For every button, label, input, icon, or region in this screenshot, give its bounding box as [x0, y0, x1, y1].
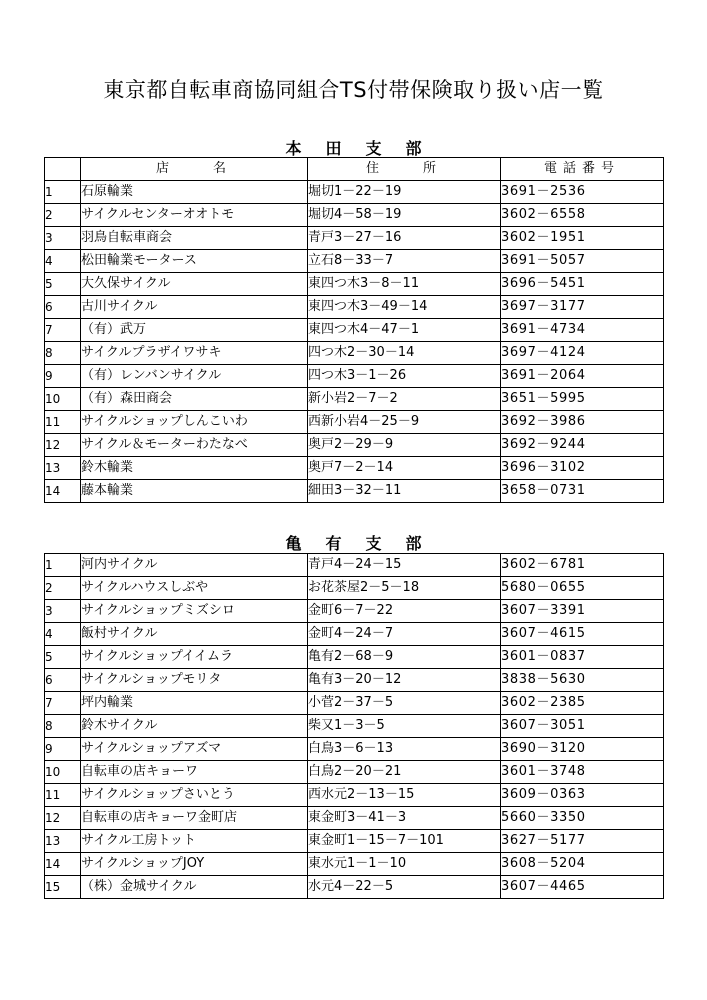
store-address: お花茶屋2－5－18	[308, 577, 501, 600]
row-number: 7	[45, 319, 81, 342]
row-number: 4	[45, 250, 81, 273]
row-number: 9	[45, 738, 81, 761]
row-number: 13	[45, 457, 81, 480]
store-name: サイクルショップアズマ	[81, 738, 308, 761]
store-address: 西新小岩4－25－9	[308, 411, 501, 434]
store-address: 東四つ木3－8－11	[308, 273, 501, 296]
store-address: 東水元1－1－10	[308, 853, 501, 876]
table-row	[45, 784, 664, 807]
store-address: 四つ木3－1－26	[308, 365, 501, 388]
header-address: 住 所	[308, 158, 501, 181]
store-phone: 3608－5204	[501, 853, 664, 876]
store-address: 新小岩2－7－2	[308, 388, 501, 411]
row-number: 11	[45, 411, 81, 434]
store-address: 金町4－24－7	[308, 623, 501, 646]
table-row	[45, 692, 664, 715]
table-row	[45, 600, 664, 623]
table-header-row	[45, 158, 664, 181]
store-name: サイクルショップモリタ	[81, 669, 308, 692]
table-row	[45, 181, 664, 204]
store-address: 柴又1－3－5	[308, 715, 501, 738]
store-address: 細田3－32－11	[308, 480, 501, 503]
store-name: サイクルショップしんこいわ	[81, 411, 308, 434]
store-name: サイクル工房トット	[81, 830, 308, 853]
store-name: （株）金城サイクル	[81, 876, 308, 899]
store-phone: 3697－4124	[501, 342, 664, 365]
store-name: サイクルプラザイワサキ	[81, 342, 308, 365]
store-phone: 3691－4734	[501, 319, 664, 342]
table-row	[45, 669, 664, 692]
store-name: （有）レンバンサイクル	[81, 365, 308, 388]
store-name: 藤本輪業	[81, 480, 308, 503]
store-name: 鈴木輪業	[81, 457, 308, 480]
row-number: 14	[45, 853, 81, 876]
table-row	[45, 807, 664, 830]
store-name: 古川サイクル	[81, 296, 308, 319]
store-name: 大久保サイクル	[81, 273, 308, 296]
store-name: （有）森田商会	[81, 388, 308, 411]
store-address: 四つ木2－30－14	[308, 342, 501, 365]
store-address: 水元4－22－5	[308, 876, 501, 899]
row-number: 7	[45, 692, 81, 715]
store-address: 東四つ木3－49－14	[308, 296, 501, 319]
table-row	[45, 204, 664, 227]
header-no	[45, 158, 81, 181]
table-row	[45, 761, 664, 784]
section-title-honda: 本田支部	[285, 139, 446, 158]
row-number: 12	[45, 807, 81, 830]
store-address: 堀切1－22－19	[308, 181, 501, 204]
store-address: 青戸4－24－15	[308, 554, 501, 577]
row-number: 4	[45, 623, 81, 646]
store-name: 坪内輪業	[81, 692, 308, 715]
row-number: 15	[45, 876, 81, 899]
kameari-store-table	[44, 553, 664, 899]
store-name: 鈴木サイクル	[81, 715, 308, 738]
store-phone: 3609－0363	[501, 784, 664, 807]
row-number: 3	[45, 227, 81, 250]
table-row	[45, 876, 664, 899]
table-row	[45, 365, 664, 388]
honda-store-table	[44, 157, 664, 503]
store-phone: 3658－0731	[501, 480, 664, 503]
store-address: 青戸3－27－16	[308, 227, 501, 250]
row-number: 2	[45, 577, 81, 600]
table-row	[45, 296, 664, 319]
store-name: 自転車の店キョーワ	[81, 761, 308, 784]
store-address: 小菅2－37－5	[308, 692, 501, 715]
store-name: 河内サイクル	[81, 554, 308, 577]
table-row	[45, 319, 664, 342]
table-row	[45, 577, 664, 600]
store-phone: 5680－0655	[501, 577, 664, 600]
store-name: サイクルショップイイムラ	[81, 646, 308, 669]
row-number: 3	[45, 600, 81, 623]
table-row	[45, 830, 664, 853]
store-address: 奥戸7－2－14	[308, 457, 501, 480]
store-phone: 3601－3748	[501, 761, 664, 784]
store-address: 立石8－33－7	[308, 250, 501, 273]
store-phone: 3696－5451	[501, 273, 664, 296]
store-address: 亀有3－20－12	[308, 669, 501, 692]
store-name: サイクルショップJOY	[81, 853, 308, 876]
table-row	[45, 623, 664, 646]
store-phone: 3602－2385	[501, 692, 664, 715]
table-row	[45, 273, 664, 296]
table-row	[45, 646, 664, 669]
store-address: 東金町1－15－7－101	[308, 830, 501, 853]
table-row	[45, 227, 664, 250]
store-phone: 3692－9244	[501, 434, 664, 457]
row-number: 6	[45, 296, 81, 319]
store-phone: 3627－5177	[501, 830, 664, 853]
table-row	[45, 853, 664, 876]
store-phone: 3690－3120	[501, 738, 664, 761]
store-name: サイクルショップミズシロ	[81, 600, 308, 623]
store-address: 金町6－7－22	[308, 600, 501, 623]
document-title: 東京都自転車商協同組合TS付帯保険取り扱い店一覧	[103, 78, 604, 102]
store-phone: 3607－3391	[501, 600, 664, 623]
row-number: 13	[45, 830, 81, 853]
store-phone: 3691－2064	[501, 365, 664, 388]
header-phone: 電話番号	[501, 158, 664, 181]
store-phone: 5660－3350	[501, 807, 664, 830]
row-number: 14	[45, 480, 81, 503]
store-phone: 3651－5995	[501, 388, 664, 411]
store-phone: 3601－0837	[501, 646, 664, 669]
store-phone: 3691－2536	[501, 181, 664, 204]
store-name: 自転車の店キョーワ金町店	[81, 807, 308, 830]
row-number: 10	[45, 388, 81, 411]
kameari-table-body	[45, 554, 664, 899]
store-name: 松田輪業モータース	[81, 250, 308, 273]
store-phone: 3607－3051	[501, 715, 664, 738]
table-row	[45, 480, 664, 503]
row-number: 11	[45, 784, 81, 807]
store-phone: 3607－4465	[501, 876, 664, 899]
table-row	[45, 434, 664, 457]
store-address: 東四つ木4－47－1	[308, 319, 501, 342]
store-phone: 3692－3986	[501, 411, 664, 434]
row-number: 6	[45, 669, 81, 692]
store-name: サイクルショップさいとう	[81, 784, 308, 807]
store-address: 西水元2－13－15	[308, 784, 501, 807]
store-name: 羽鳥自転車商会	[81, 227, 308, 250]
store-phone: 3607－4615	[501, 623, 664, 646]
row-number: 12	[45, 434, 81, 457]
store-phone: 3602－6781	[501, 554, 664, 577]
row-number: 2	[45, 204, 81, 227]
row-number: 8	[45, 342, 81, 365]
table-row	[45, 738, 664, 761]
table-row	[45, 457, 664, 480]
header-store-name: 店 名	[81, 158, 308, 181]
store-phone: 3602－1951	[501, 227, 664, 250]
store-name: サイクルハウスしぶや	[81, 577, 308, 600]
row-number: 10	[45, 761, 81, 784]
row-number: 5	[45, 273, 81, 296]
table-row	[45, 388, 664, 411]
store-name: サイクルセンターオオトモ	[81, 204, 308, 227]
store-phone: 3696－3102	[501, 457, 664, 480]
store-phone: 3838－5630	[501, 669, 664, 692]
store-address: 白鳥2－20－21	[308, 761, 501, 784]
store-phone: 3697－3177	[501, 296, 664, 319]
honda-table-body	[45, 181, 664, 503]
table-row	[45, 411, 664, 434]
row-number: 5	[45, 646, 81, 669]
store-name: 飯村サイクル	[81, 623, 308, 646]
store-name: サイクル＆モーターわたなべ	[81, 434, 308, 457]
table-row	[45, 250, 664, 273]
store-address: 白鳥3－6－13	[308, 738, 501, 761]
row-number: 1	[45, 181, 81, 204]
store-phone: 3602－6558	[501, 204, 664, 227]
table-row	[45, 715, 664, 738]
table-row	[45, 554, 664, 577]
table-row	[45, 342, 664, 365]
section-title-kameari: 亀有支部	[285, 534, 446, 553]
row-number: 8	[45, 715, 81, 738]
store-name: （有）武万	[81, 319, 308, 342]
store-phone: 3691－5057	[501, 250, 664, 273]
store-address: 堀切4－58－19	[308, 204, 501, 227]
store-address: 東金町3－41－3	[308, 807, 501, 830]
store-address: 亀有2－68－9	[308, 646, 501, 669]
store-name: 石原輪業	[81, 181, 308, 204]
row-number: 1	[45, 554, 81, 577]
row-number: 9	[45, 365, 81, 388]
store-address: 奥戸2－29－9	[308, 434, 501, 457]
